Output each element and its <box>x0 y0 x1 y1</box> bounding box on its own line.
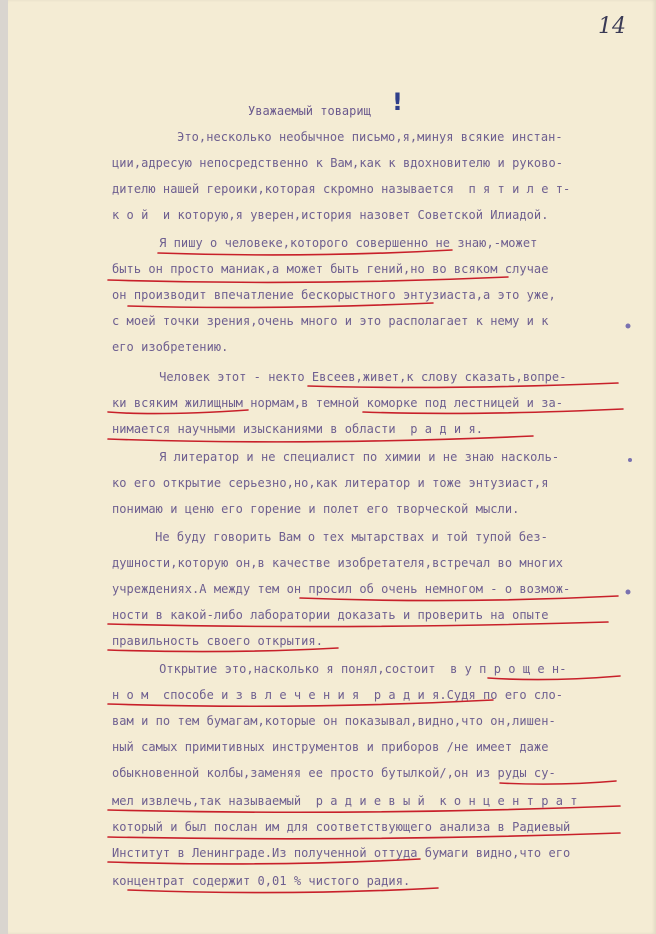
text-line: быть он просто маниак,а может быть гений,но во всяком случае <box>112 262 549 276</box>
red-pencil-underlines <box>8 0 656 934</box>
underline <box>500 781 616 784</box>
text-line: дителю нашей героики,которая скромно называется п я т и л е т- <box>112 182 571 196</box>
text-line: ко его открытие серьезно,но,как литератор и тоже энтузиаст,я <box>112 476 549 490</box>
underline <box>108 806 620 812</box>
text-line: Человек этот - некто Евсеев,живет,к слову сказать,вопре- <box>130 370 567 384</box>
text-line: понимаю и ценю его горение и полет его творческой мысли. <box>112 502 520 516</box>
text-line: его изобретению. <box>112 340 229 354</box>
underline <box>108 859 420 864</box>
text-line: который и был послан им для соответствующего анализа в Радиевый <box>112 820 571 834</box>
text-line: он производит впечатление бескорыстного энтузиаста,а это уже, <box>112 288 556 302</box>
underline <box>158 250 452 255</box>
text-line: обыкновенной колбы,заменяя ее просто бутылкой/,он из руды су- <box>112 766 556 780</box>
underline <box>108 277 508 282</box>
underline <box>308 383 618 387</box>
underline <box>108 622 608 627</box>
underline <box>128 888 438 893</box>
salutation: Уважаемый товарищ <box>248 104 371 118</box>
text-line: душности,которую он,в качестве изобретателя,встречал во многих <box>112 556 564 570</box>
text-line: мел извлечь,так называемый р а д и е в ы й к о н ц е н т р а т <box>112 794 578 808</box>
text-line: вам и по тем бумагам,которые он показывал,видно,что он,лишен- <box>112 714 556 728</box>
ink-dot <box>626 324 631 329</box>
text-line: концентрат содержит 0,01 % чистого радия. <box>112 874 411 888</box>
text-line: н о м способе и з в л е ч е н и я р а д и я.Судя по его сло- <box>112 688 564 702</box>
text-line: учреждениях.А между тем он просил об очень немногом - о возмож- <box>112 582 571 596</box>
ink-dot <box>626 590 631 595</box>
underline <box>108 833 620 839</box>
page-number: 14 <box>598 14 626 39</box>
text-line: Я литератор и не специалист по химии и не знаю насколь- <box>130 450 560 464</box>
underline <box>128 303 433 307</box>
underline <box>108 700 493 706</box>
letter-page <box>8 0 656 934</box>
text-line: Открытие это,насколько я понял,состоит в у п р о щ е н- <box>130 662 567 676</box>
underline <box>488 676 620 680</box>
salutation-exclamation: ! <box>392 88 403 116</box>
text-line: Институт в Ленинграде.Из полученной оттуда бумаги видно,что его <box>112 846 571 860</box>
text-line: ции,адресую непосредственно к Вам,как к вдохновителю и руково- <box>112 156 564 170</box>
text-line: к о й и которую,я уверен,история назовет Советской Илиадой. <box>112 208 549 222</box>
underline <box>300 596 618 601</box>
text-line: ки всяким жилищным нормам,в темной коморке под лестницей и за- <box>112 396 564 410</box>
ink-dot <box>628 458 632 462</box>
underline <box>108 648 338 652</box>
text-line: с моей точки зрения,очень много и это располагает к нему и к <box>112 314 549 328</box>
underline <box>363 409 623 413</box>
text-line: нимается научными изысканиями в области р а д и я. <box>112 422 484 436</box>
text-line: ный самых примитивных инструментов и приборов /не имеет даже <box>112 740 549 754</box>
underline <box>108 436 533 442</box>
text-line: правильность своего открытия. <box>112 634 323 648</box>
text-line: Не буду говорить Вам о тех мытарствах и той тупой без- <box>126 530 548 544</box>
text-line: ности в какой-либо лаборатории доказать и проверить на опыте <box>112 608 549 622</box>
text-line: Я пишу о человеке,которого совершенно не знаю,-может <box>130 236 538 250</box>
underline <box>108 410 248 414</box>
text-line: Это,несколько необычное письмо,я,минуя всякие инстан- <box>148 130 563 144</box>
